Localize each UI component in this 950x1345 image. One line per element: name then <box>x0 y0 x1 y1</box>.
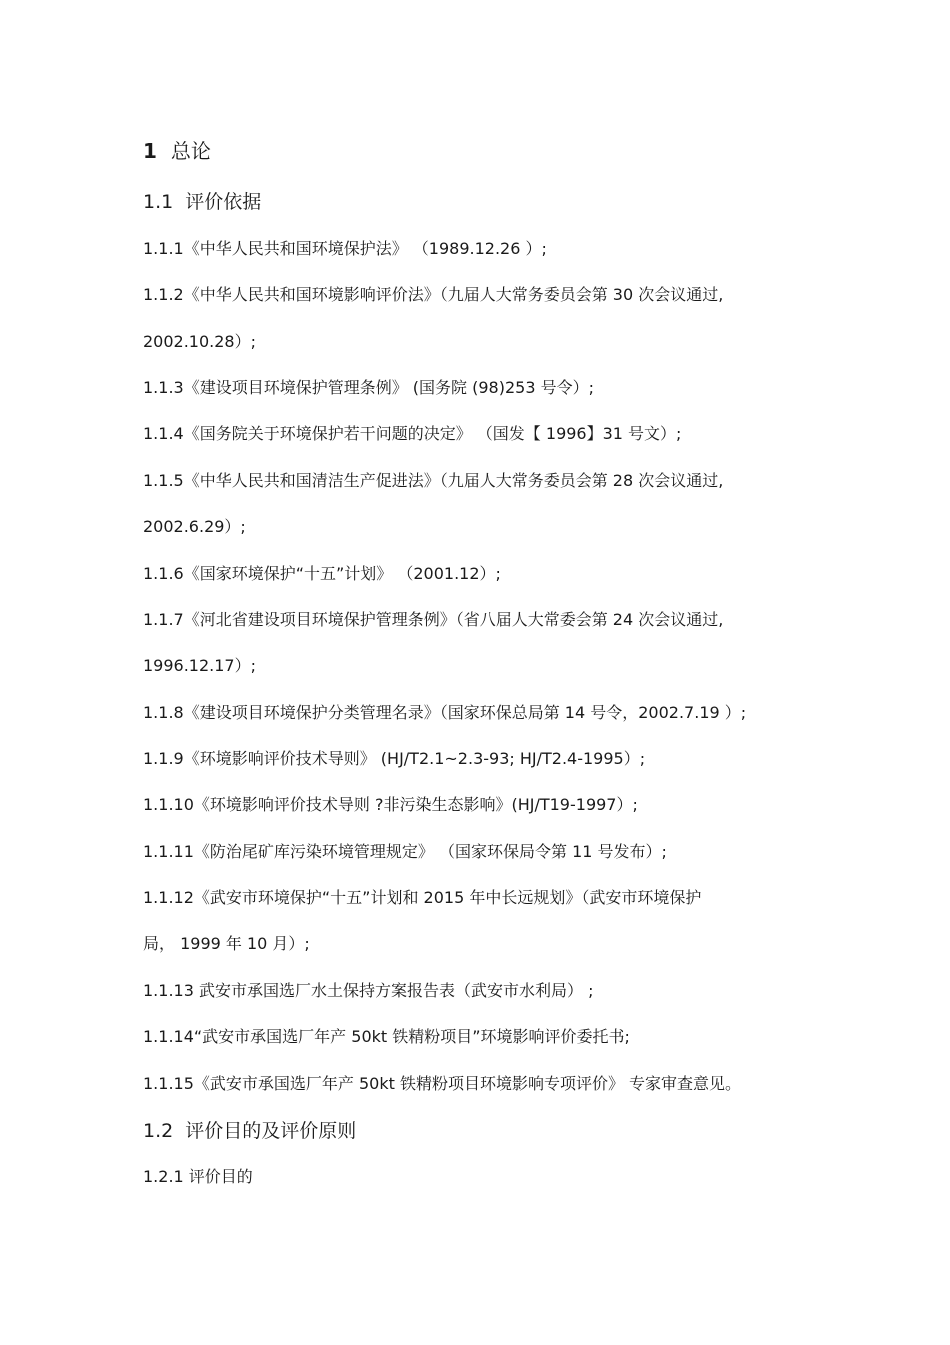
basis-item-1-1-3: 1.1.3《建设项目环境保护管理条例》 (国务院 (98)253 号令）; <box>143 378 594 397</box>
section-heading-1-2 <box>143 1119 356 1143</box>
section-number: 1.2 <box>143 1120 174 1142</box>
chapter-heading <box>143 139 211 163</box>
basis-item-1-1-8: 1.1.8《建设项目环境保护分类管理名录》（国家环保总局第 14 号令，2002.7.19 ）; <box>143 703 747 722</box>
basis-item-1-1-14: 1.1.14“武安市承国选厂年产 50kt 铁精粉项目”环境影响评价委托书; <box>143 1027 630 1046</box>
section-title: 评价目的及评价原则 <box>185 1120 357 1142</box>
basis-item-1-1-6: 1.1.6《国家环境保护“十五”计划》 （2001.12）; <box>143 564 501 583</box>
section-heading-1-1 <box>143 190 261 214</box>
section-title: 评价依据 <box>185 191 262 213</box>
chapter-number: 1 <box>143 139 157 163</box>
basis-item-1-1-5-cont: 2002.6.29）; <box>143 517 246 536</box>
basis-item-1-1-2-cont: 2002.10.28）; <box>143 332 257 351</box>
basis-item-1-1-9: 1.1.9《环境影响评价技术导则》 (HJ/T2.1~2.3-93; HJ/T2.4-1995）; <box>143 749 646 768</box>
basis-item-1-1-4: 1.1.4《国务院关于环境保护若干问题的决定》 （国发【 1996】31 号文）; <box>143 424 682 443</box>
basis-item-1-1-11: 1.1.11《防治尾矿库污染环境管理规定》 （国家环保局令第 11 号发布）; <box>143 842 667 861</box>
subsection-heading-1-2-1: 1.2.1 评价目的 <box>143 1167 253 1186</box>
basis-item-1-1-13: 1.1.13 武安市承国选厂水土保持方案报告表（武安市水利局） ; <box>143 981 594 1000</box>
basis-item-1-1-15: 1.1.15《武安市承国选厂年产 50kt 铁精粉项目环境影响专项评价》 专家审查意见。 <box>143 1074 742 1093</box>
chapter-title: 总论 <box>170 139 211 163</box>
basis-item-1-1-2: 1.1.2《中华人民共和国环境影响评价法》（九届人大常务委员会第 30 次会议通过, <box>143 285 724 304</box>
basis-item-1-1-12-cont: 局， 1999 年 10 月）; <box>143 934 310 953</box>
basis-item-1-1-12: 1.1.12《武安市环境保护“十五”计划和 2015 年中长远规划》（武安市环境保护 <box>143 888 702 907</box>
basis-item-1-1-7: 1.1.7《河北省建设项目环境保护管理条例》（省八届人大常委会第 24 次会议通过, <box>143 610 724 629</box>
basis-item-1-1-7-cont: 1996.12.17）; <box>143 656 257 675</box>
basis-item-1-1-1: 1.1.1《中华人民共和国环境保护法》 （1989.12.26 ）; <box>143 239 547 258</box>
section-number: 1.1 <box>143 191 174 213</box>
basis-item-1-1-10: 1.1.10《环境影响评价技术导则 ?非污染生态影响》(HJ/T19-1997）; <box>143 795 638 814</box>
basis-item-1-1-5: 1.1.5《中华人民共和国清洁生产促进法》（九届人大常务委员会第 28 次会议通过, <box>143 471 724 490</box>
